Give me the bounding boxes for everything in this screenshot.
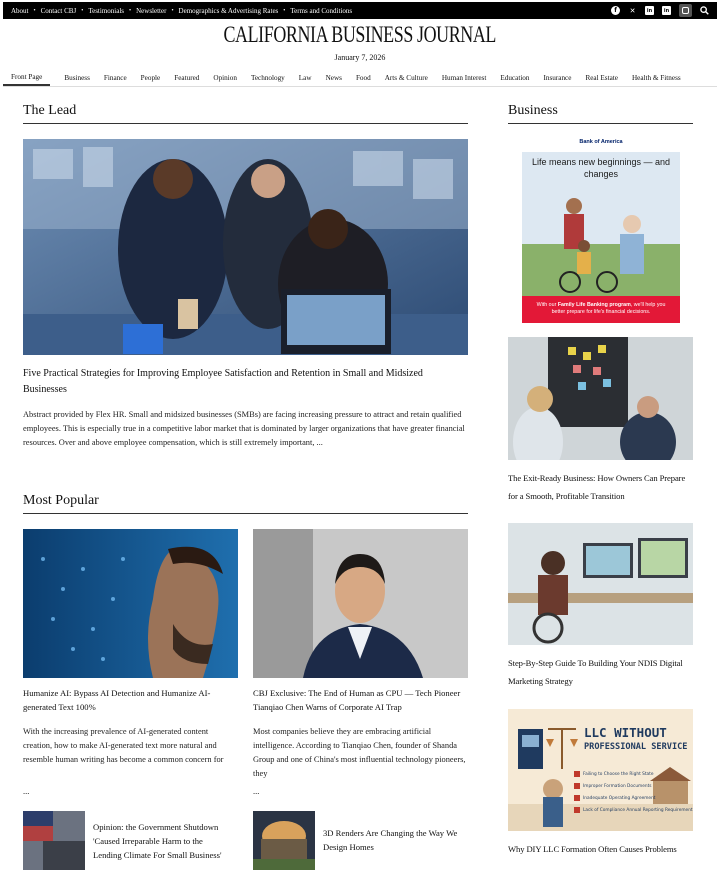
popular-photo-ai[interactable]: [23, 529, 238, 678]
nav-divider: [3, 86, 717, 87]
llc-title-1: LLC WITHOUT: [584, 725, 667, 740]
ad-headline: Life means new beginnings — and changes: [531, 157, 671, 179]
ad-brand: Bank of America: [579, 139, 623, 145]
section-rule: [508, 123, 693, 124]
top-link-contact[interactable]: Contact CBJ: [40, 6, 77, 15]
nav-insurance[interactable]: Insurance: [543, 74, 572, 82]
check-icon: [574, 795, 580, 801]
section-title-lead: The Lead: [23, 103, 77, 118]
linkedin-icon[interactable]: in: [646, 7, 653, 14]
ad-footer: With our Family Life Banking program, we'll help you better prepare for life's financial decisions.: [522, 296, 680, 323]
business-photo-2[interactable]: [508, 523, 693, 645]
nav-finance[interactable]: Finance: [103, 74, 127, 82]
small-photo-3d[interactable]: [253, 811, 315, 870]
section-title-business: Business: [508, 103, 558, 118]
top-link-newsletter[interactable]: Newsletter: [136, 6, 167, 15]
nav-real-estate[interactable]: Real Estate: [585, 74, 618, 82]
popular-more-2[interactable]: ...: [253, 787, 260, 796]
nav-featured[interactable]: Featured: [174, 74, 200, 82]
main-nav: [3, 70, 717, 86]
facebook-icon[interactable]: f: [611, 6, 620, 15]
section-rule: [23, 513, 468, 514]
nav-food[interactable]: Food: [355, 74, 371, 82]
popular-headline-1[interactable]: Humanize AI: Bypass AI Detection and Humanize AI-generated Text 100%: [23, 688, 211, 712]
nav-people[interactable]: People: [140, 74, 161, 82]
llc-title-2: PROFESSIONAL SERVICE: [584, 742, 688, 752]
nav-law[interactable]: Law: [298, 74, 312, 82]
popular-more-1[interactable]: ...: [23, 787, 30, 796]
popular-headline-2[interactable]: CBJ Exclusive: The End of Human as CPU — Tech Pioneer Tianqiao Chen Warns of Corporate AI Trap: [253, 688, 461, 712]
popular-excerpt-2: Most companies believe they are embracing artificial intelligence. According to Tianqiao Chen, founder of Shanda Group and one of China's most influential technology pioneers, they: [253, 727, 466, 778]
nav-news[interactable]: News: [325, 74, 342, 82]
section-rule: [23, 123, 468, 124]
llc-list: Failing to Choose the Right State Improper Formation Documents Inadequate Operating Agreement Lack of Compliance Annual Reporting Requirement: [574, 769, 693, 817]
business-photo-1[interactable]: [508, 337, 693, 460]
top-link-testimonials[interactable]: Testimonials: [88, 6, 124, 15]
section-title-popular: Most Popular: [23, 493, 99, 508]
popular-excerpt-1: With the increasing prevalence of AI-generated content creation, how to make AI-generated text more natural and resemble human writing has become a common concern for: [23, 727, 224, 764]
site-logo[interactable]: CALIFORNIA BUSINESS JOURNAL: [223, 22, 497, 47]
top-link-about[interactable]: About: [11, 6, 29, 15]
current-date: January 7, 2026: [334, 53, 386, 62]
nav-health-fitness[interactable]: Health & Fitness: [631, 74, 681, 82]
nav-human-interest[interactable]: Human Interest: [441, 74, 487, 82]
popular-photo-portrait[interactable]: [253, 529, 468, 678]
lead-photo[interactable]: [23, 139, 468, 355]
x-icon[interactable]: ✕: [629, 6, 636, 15]
nav-arts-culture[interactable]: Arts & Culture: [384, 74, 428, 82]
top-links: About • Contact CBJ • Testimonials • Newsletter • Demographics & Advertising Rates • Terms and Conditions: [11, 6, 353, 15]
top-link-terms[interactable]: Terms and Conditions: [290, 6, 353, 15]
bank-ad[interactable]: [522, 137, 680, 323]
business-headline-3[interactable]: Why DIY LLC Formation Often Causes Problems: [508, 844, 677, 854]
lead-excerpt: Abstract provided by Flex HR. Small and midsized businesses (SMBs) are facing increasing pressure to attract and retain qualified employees. This is especially true in a competitive labor market that is dominated by larger organizations that have greater financial resources. Over and above employee compensation, which is still extremely important, ...: [23, 410, 465, 447]
nav-front-page[interactable]: Front Page: [3, 70, 50, 86]
lead-headline[interactable]: Five Practical Strategies for Improving Employee Satisfaction and Retention in Small and Midsized Businesses: [23, 368, 423, 395]
small-headline-2[interactable]: 3D Renders Are Changing the Way We Design Homes: [323, 828, 458, 852]
business-headline-2[interactable]: Step-By-Step Guide To Building Your NDIS Digital Marketing Strategy: [508, 658, 683, 686]
check-icon: [574, 771, 580, 777]
nav-opinion[interactable]: Opinion: [213, 74, 237, 82]
check-icon: [574, 783, 580, 789]
top-link-advertising[interactable]: Demographics & Advertising Rates: [178, 6, 279, 15]
check-icon: [574, 807, 580, 813]
top-bar: [3, 2, 717, 19]
nav-technology[interactable]: Technology: [250, 74, 285, 82]
nav-business[interactable]: Business: [64, 74, 90, 82]
linkedin-icon[interactable]: in: [663, 7, 670, 14]
small-photo-shutdown[interactable]: [23, 811, 85, 870]
small-headline-1[interactable]: Opinion: the Government Shutdown 'Caused Irreparable Harm to the Lending Climate For Small Business': [93, 822, 222, 860]
instagram-icon[interactable]: [679, 4, 692, 17]
ad-image: [522, 152, 680, 323]
masthead: [0, 22, 720, 48]
search-icon[interactable]: [700, 6, 709, 15]
nav-education[interactable]: Education: [500, 74, 530, 82]
social-links: [611, 4, 709, 17]
business-photo-llc[interactable]: [508, 709, 693, 831]
business-headline-1[interactable]: The Exit-Ready Business: How Owners Can Prepare for a Smooth, Profitable Transition: [508, 473, 686, 501]
